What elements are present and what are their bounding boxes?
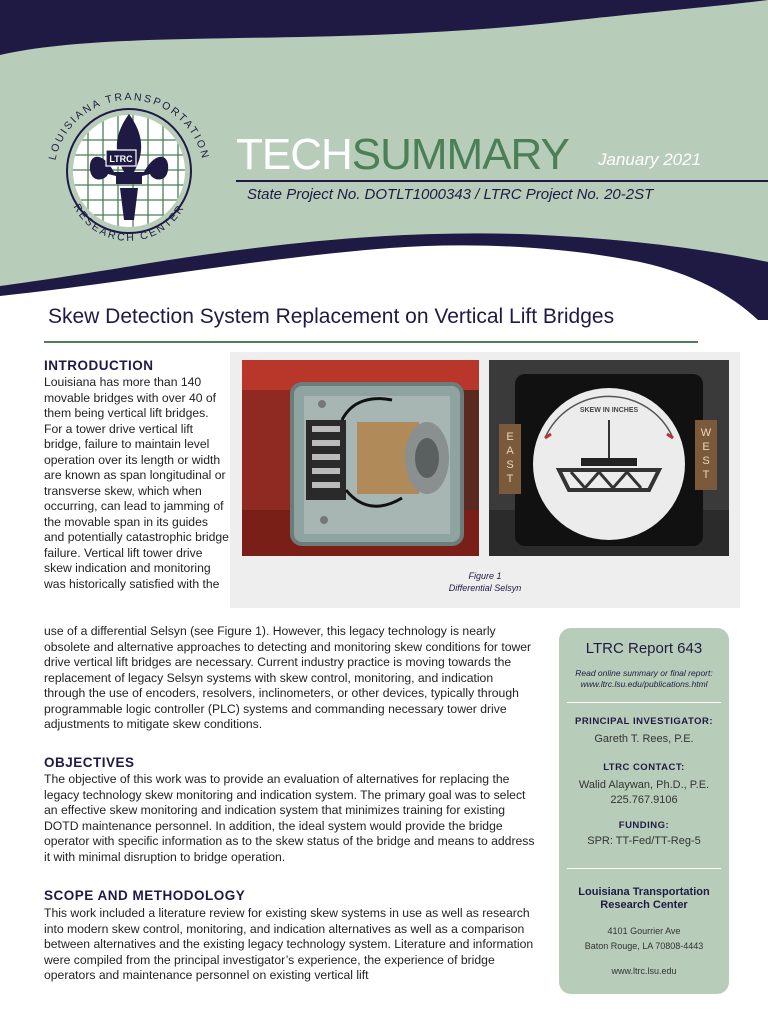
figure-label: Figure 1 — [468, 571, 502, 581]
svg-text:S: S — [702, 455, 710, 467]
ltrc-seal-logo — [38, 80, 220, 262]
gauge-title: SKEW IN INCHES — [579, 407, 639, 414]
organization-address: 4101 Gourrier Ave Baton Rouge, LA 70808-4443 — [584, 926, 704, 951]
header-divider — [236, 180, 768, 182]
selsyn-photo — [242, 360, 479, 556]
funding-value: SPR: TT-Fed/TT-Reg-5 — [587, 835, 701, 847]
website-link[interactable]: www.ltrc.lsu.edu — [611, 966, 677, 976]
figure-caption — [230, 570, 740, 594]
figure-1 — [230, 352, 740, 608]
svg-text:T: T — [506, 473, 514, 485]
document-title: Skew Detection System Replacement on Vertical Lift Bridges — [48, 305, 615, 328]
seal-arc-top: LOUISIANA TRANSPORTATION — [46, 90, 212, 162]
contact-name: Walid Alaywan, Ph.D., P.E. — [578, 779, 710, 791]
objectives-heading: OBJECTIVES — [44, 755, 135, 770]
sidebar-divider — [567, 702, 721, 703]
pi-heading: PRINCIPAL INVESTIGATOR: — [574, 716, 713, 727]
publication-date: January 2021 — [598, 150, 702, 169]
scope-text: This work included a literature review for existing skew systems in use as well as research into modern skew control, monitoring, and indication alternatives as well as a comparison between alternatives and the existing legacy technology system. Literature and information were compiled from the principal investigator’s experience, the experience of bridge operators and maintenance personnel on existing vertical lift — [44, 906, 534, 982]
svg-text:T: T — [702, 469, 710, 481]
introduction-heading: INTRODUCTION — [44, 358, 154, 373]
svg-text:E: E — [702, 441, 710, 453]
title-divider — [44, 341, 698, 343]
gauge-east-e: E — [506, 431, 514, 443]
pi-name: Gareth T. Rees, P.E. — [594, 733, 694, 745]
objectives-text: The objective of this work was to provide an evaluation of alternatives for replacing the legacy technology skew monitoring and indication system. The primary goal was to select an effective skew monitoring and indication system that minimizes training for existing DOTD maintenance personnel. In addition, the ideal system would provide the bridge operator with specific information as to the skew status of the bridge and means to address it with minimal disruption to bridge operation. — [44, 772, 535, 864]
seal-badge-text: LTRC — [109, 154, 133, 164]
read-online-label: Read online summary or final report: — [575, 668, 713, 678]
svg-text:S: S — [506, 459, 514, 471]
contact-heading: LTRC CONTACT: — [603, 762, 685, 773]
report-info-sidebar — [559, 628, 729, 994]
title-summary: SUMMARY — [351, 130, 569, 179]
read-online-note — [563, 668, 725, 690]
scope-heading: SCOPE AND METHODOLOGY — [44, 888, 246, 903]
report-number: LTRC Report 643 — [585, 640, 703, 657]
publication-title — [236, 130, 569, 180]
publications-link[interactable]: www.ltrc.lsu.edu/publications.html — [580, 679, 708, 689]
gauge-west-w: W — [700, 427, 712, 439]
project-numbers: State Project No. DOTLT1000343 / LTRC Project No. 20-2ST — [247, 186, 654, 203]
contact-phone: 225.767.9106 — [610, 794, 678, 806]
introduction-text-wide: use of a differential Selsyn (see Figure 1). However, this legacy technology is nearly obsolete and alternative approaches to detecting and monitoring skew conditions for tower drive vertical lift bridges are necessary. Current industry practice is moving towards the replacement of legacy Selsyn systems with skew control, monitoring, and indication through the use of encoders, resolvers, inclinometers, or other devices, typically through programmable logic controller (PLC) systems and commanding necessary tower drive adjustments to mitigate skew conditions. — [44, 624, 532, 731]
seal-arc-bottom: RESEARCH CENTER — [70, 201, 188, 245]
funding-heading: FUNDING: — [618, 820, 670, 831]
introduction-text-narrow: Louisiana has more than 140 movable bridges with over 40 of them being vertical lift bridges. For a tower drive vertical lift bridge, failure to maintain level operation over its length or width are known as span longitudinal or transverse skew, which when occurring, can lead to jamming of the movable span in its guides and potentially catastrophic bridge failure. Vertical lift tower drive skew indication and monitoring was historically satisfied with the — [44, 375, 229, 591]
title-tech: TECH — [236, 130, 352, 179]
svg-text:A: A — [506, 445, 514, 457]
contact-info — [559, 778, 729, 808]
figure-caption-text: Differential Selsyn — [448, 583, 522, 593]
organization-name: Louisiana Transportation Research Center — [578, 886, 710, 911]
skew-gauge-photo — [489, 360, 729, 556]
sidebar-divider — [567, 868, 721, 869]
